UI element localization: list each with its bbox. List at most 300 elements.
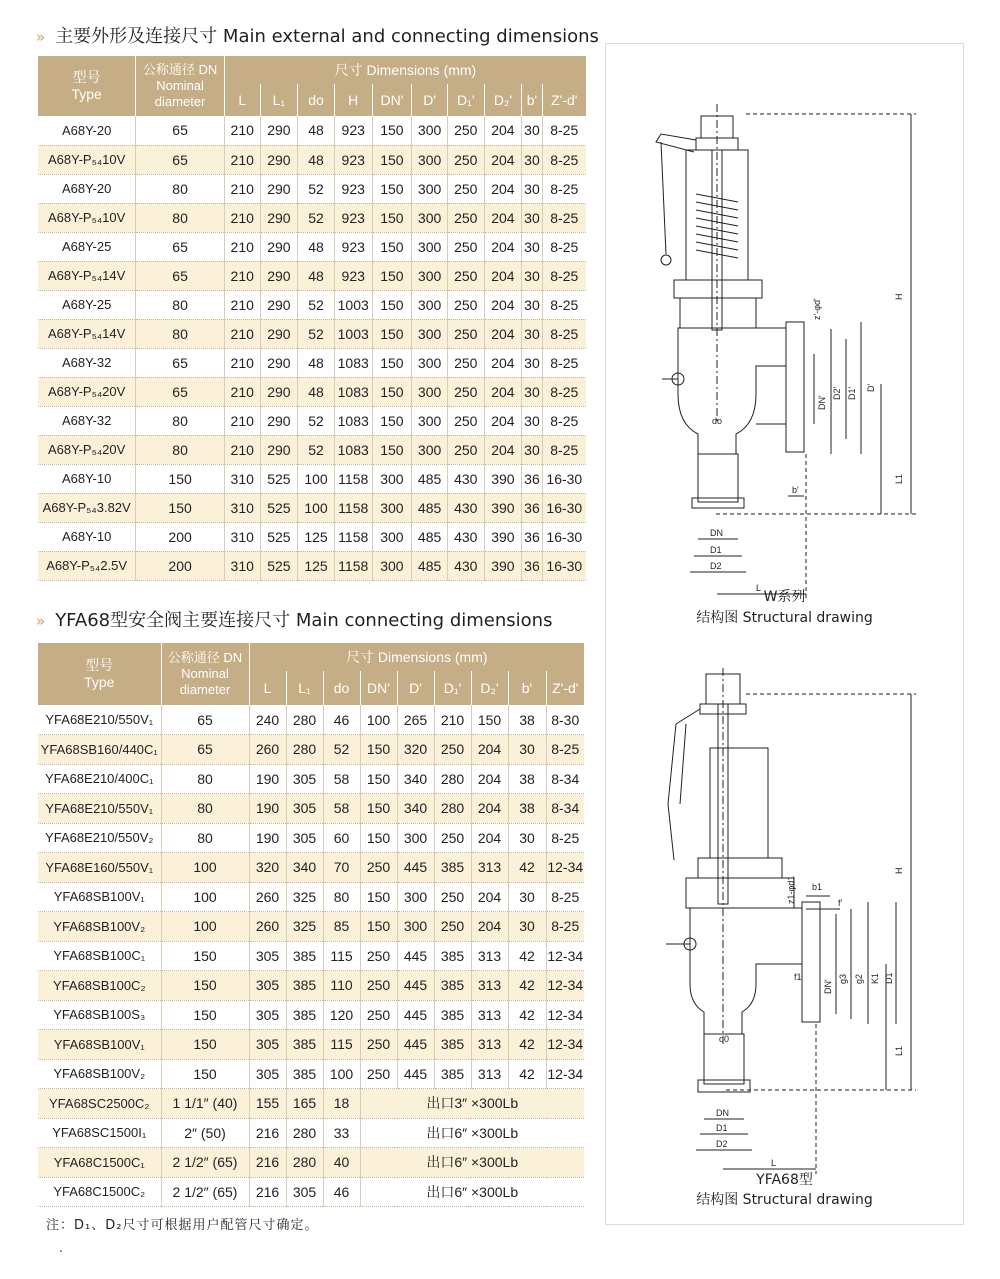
table-row bbox=[38, 1177, 584, 1207]
column-header: do bbox=[298, 84, 335, 116]
value-cell: 150 bbox=[372, 174, 412, 203]
value-cell: 204 bbox=[484, 406, 522, 435]
value-cell: 1158 bbox=[334, 464, 372, 493]
value-cell: 150 bbox=[136, 464, 225, 493]
value-cell: 216 bbox=[249, 1118, 286, 1148]
value-cell: 290 bbox=[260, 232, 298, 261]
value-cell: 204 bbox=[471, 912, 508, 942]
value-cell: 150 bbox=[360, 794, 397, 824]
value-cell: 305 bbox=[249, 1000, 286, 1030]
table-row bbox=[38, 1089, 584, 1119]
value-cell: 150 bbox=[161, 1030, 249, 1060]
header-type: 型号 Type bbox=[38, 56, 136, 116]
value-cell: 42 bbox=[508, 1059, 546, 1089]
value-cell: 12-34 bbox=[546, 971, 584, 1001]
value-cell: 8-25 bbox=[542, 261, 586, 290]
value-cell: 8-25 bbox=[546, 735, 584, 765]
header-dimensions: 尺寸 Dimensions (mm) bbox=[224, 56, 586, 84]
value-cell: 385 bbox=[434, 971, 471, 1001]
svg-text:g2: g2 bbox=[854, 973, 864, 984]
svg-text:L1: L1 bbox=[894, 473, 904, 484]
svg-text:z'-φd': z'-φd' bbox=[812, 298, 822, 320]
value-cell: 150 bbox=[372, 290, 412, 319]
value-cell: 80 bbox=[323, 882, 360, 912]
value-cell: 250 bbox=[447, 261, 484, 290]
value-cell: 150 bbox=[471, 705, 508, 735]
type-cell: YFA68SB100C₁ bbox=[53, 948, 146, 964]
value-cell: 80 bbox=[161, 794, 249, 824]
type-cell: A68Y-P₅₄20V bbox=[47, 442, 126, 457]
value-cell: 30 bbox=[522, 116, 542, 145]
value-cell: 30 bbox=[508, 823, 546, 853]
value-cell: 115 bbox=[323, 941, 360, 971]
value-cell: 923 bbox=[334, 261, 372, 290]
value-cell: 250 bbox=[360, 1030, 397, 1060]
value-cell: 30 bbox=[522, 232, 542, 261]
value-cell: 38 bbox=[508, 764, 546, 794]
value-cell: 250 bbox=[360, 1059, 397, 1089]
value-cell: 30 bbox=[522, 290, 542, 319]
value-cell: 65 bbox=[136, 232, 225, 261]
value-cell: 150 bbox=[360, 912, 397, 942]
value-cell: 8-25 bbox=[542, 174, 586, 203]
value-cell: 48 bbox=[298, 261, 335, 290]
header-dimensions: 尺寸 Dimensions (mm) bbox=[249, 643, 584, 671]
table-row bbox=[38, 522, 586, 551]
value-cell: 204 bbox=[471, 735, 508, 765]
column-header: D' bbox=[412, 84, 448, 116]
value-cell: 300 bbox=[412, 290, 448, 319]
value-cell: 65 bbox=[161, 735, 249, 765]
value-cell: 46 bbox=[323, 705, 360, 735]
svg-text:L1: L1 bbox=[894, 1045, 904, 1056]
table-row bbox=[38, 794, 584, 824]
value-cell: 46 bbox=[323, 1177, 360, 1207]
value-cell: 204 bbox=[471, 882, 508, 912]
value-cell: 115 bbox=[323, 1030, 360, 1060]
value-cell: 52 bbox=[298, 174, 335, 203]
value-cell: 85 bbox=[323, 912, 360, 942]
value-cell: 52 bbox=[298, 435, 335, 464]
table-row bbox=[38, 174, 586, 203]
value-cell: 300 bbox=[412, 406, 448, 435]
value-cell: 8-25 bbox=[542, 145, 586, 174]
value-cell: 290 bbox=[260, 203, 298, 232]
value-cell: 8-34 bbox=[546, 764, 584, 794]
value-cell: 340 bbox=[286, 853, 323, 883]
type-cell: YFA68E210/550V₁ bbox=[45, 800, 154, 816]
table-row bbox=[38, 203, 586, 232]
value-cell: 300 bbox=[412, 116, 448, 145]
value-cell: 60 bbox=[323, 823, 360, 853]
type-cell: A68Y-P₅₄14V bbox=[47, 268, 126, 283]
type-cell: A68Y-25 bbox=[61, 297, 112, 312]
value-cell: 12-34 bbox=[546, 853, 584, 883]
value-cell: 30 bbox=[522, 319, 542, 348]
value-cell: 210 bbox=[224, 232, 260, 261]
value-cell: 445 bbox=[397, 971, 434, 1001]
value-cell: 110 bbox=[323, 971, 360, 1001]
value-cell: 80 bbox=[136, 290, 225, 319]
value-cell: 325 bbox=[286, 912, 323, 942]
value-cell: 80 bbox=[136, 406, 225, 435]
value-cell: 8-25 bbox=[546, 823, 584, 853]
svg-text:D1': D1' bbox=[847, 386, 857, 400]
value-cell: 38 bbox=[508, 705, 546, 735]
table-row bbox=[38, 232, 586, 261]
value-cell: 430 bbox=[447, 551, 484, 580]
value-cell: 52 bbox=[298, 319, 335, 348]
type-cell: YFA68SB100V₂ bbox=[53, 1066, 146, 1082]
type-cell: YFA68SB100S₃ bbox=[53, 1007, 146, 1023]
value-cell: 100 bbox=[298, 464, 335, 493]
svg-text:f1: f1 bbox=[794, 972, 802, 982]
value-cell: 204 bbox=[484, 116, 522, 145]
value-cell: 204 bbox=[484, 174, 522, 203]
value-cell: 8-25 bbox=[542, 290, 586, 319]
value-cell: 204 bbox=[484, 319, 522, 348]
value-cell: 210 bbox=[224, 435, 260, 464]
value-cell: 210 bbox=[224, 145, 260, 174]
value-cell: 204 bbox=[484, 145, 522, 174]
structural-drawing-yfa68 bbox=[606, 664, 963, 1184]
column-header: b' bbox=[508, 671, 546, 705]
header-nominal-diameter: 公称通径 DN Nominal diameter bbox=[161, 643, 249, 705]
value-cell: 280 bbox=[286, 705, 323, 735]
type-cell: A68Y-P₅₄10V bbox=[47, 210, 126, 225]
outlet-cell: 出口6″ ×300Lb bbox=[360, 1177, 584, 1207]
value-cell: 42 bbox=[508, 853, 546, 883]
outlet-cell: 出口6″ ×300Lb bbox=[360, 1118, 584, 1148]
value-cell: 165 bbox=[286, 1089, 323, 1119]
table-row bbox=[38, 319, 586, 348]
svg-text:d0: d0 bbox=[719, 1034, 730, 1044]
type-cell: A68Y-20 bbox=[61, 181, 112, 196]
table-row bbox=[38, 493, 586, 522]
value-cell: 2 1/2″ (65) bbox=[161, 1148, 249, 1178]
chevron-icon: » bbox=[36, 612, 46, 630]
value-cell: 65 bbox=[136, 116, 225, 145]
value-cell: 313 bbox=[471, 1000, 508, 1030]
value-cell: 150 bbox=[136, 493, 225, 522]
value-cell: 150 bbox=[372, 203, 412, 232]
value-cell: 390 bbox=[484, 493, 522, 522]
value-cell: 65 bbox=[136, 145, 225, 174]
value-cell: 204 bbox=[484, 377, 522, 406]
value-cell: 250 bbox=[360, 1000, 397, 1030]
value-cell: 30 bbox=[522, 348, 542, 377]
value-cell: 42 bbox=[508, 971, 546, 1001]
value-cell: 16-30 bbox=[542, 464, 586, 493]
value-cell: 390 bbox=[484, 551, 522, 580]
value-cell: 8-25 bbox=[546, 912, 584, 942]
value-cell: 260 bbox=[249, 882, 286, 912]
value-cell: 280 bbox=[286, 735, 323, 765]
value-cell: 216 bbox=[249, 1177, 286, 1207]
svg-text:D2: D2 bbox=[710, 561, 722, 571]
value-cell: 280 bbox=[434, 794, 471, 824]
value-cell: 48 bbox=[298, 377, 335, 406]
value-cell: 150 bbox=[161, 971, 249, 1001]
value-cell: 80 bbox=[136, 203, 225, 232]
value-cell: 250 bbox=[447, 290, 484, 319]
value-cell: 36 bbox=[522, 493, 542, 522]
svg-text:b': b' bbox=[792, 485, 799, 495]
table-row bbox=[38, 1000, 584, 1030]
value-cell: 12-34 bbox=[546, 1059, 584, 1089]
value-cell: 300 bbox=[412, 435, 448, 464]
value-cell: 313 bbox=[471, 971, 508, 1001]
value-cell: 36 bbox=[522, 551, 542, 580]
column-header: L₁ bbox=[286, 671, 323, 705]
value-cell: 310 bbox=[224, 464, 260, 493]
value-cell: 40 bbox=[323, 1148, 360, 1178]
value-cell: 30 bbox=[522, 377, 542, 406]
value-cell: 390 bbox=[484, 464, 522, 493]
value-cell: 150 bbox=[372, 319, 412, 348]
value-cell: 150 bbox=[372, 435, 412, 464]
value-cell: 1 1/1″ (40) bbox=[161, 1089, 249, 1119]
value-cell: 150 bbox=[360, 882, 397, 912]
value-cell: 8-25 bbox=[542, 435, 586, 464]
svg-text:z1-φd1: z1-φd1 bbox=[786, 875, 796, 904]
structural-drawing-w-series bbox=[606, 94, 963, 614]
value-cell: 300 bbox=[372, 551, 412, 580]
value-cell: 305 bbox=[286, 1177, 323, 1207]
value-cell: 42 bbox=[508, 1030, 546, 1060]
value-cell: 305 bbox=[249, 941, 286, 971]
dimensions-table-yfa68 bbox=[38, 643, 584, 1207]
value-cell: 204 bbox=[484, 203, 522, 232]
value-cell: 204 bbox=[471, 794, 508, 824]
value-cell: 150 bbox=[372, 348, 412, 377]
type-cell: YFA68SB160/440C₁ bbox=[40, 741, 158, 757]
value-cell: 280 bbox=[286, 1118, 323, 1148]
value-cell: 250 bbox=[360, 853, 397, 883]
value-cell: 33 bbox=[323, 1118, 360, 1148]
value-cell: 485 bbox=[412, 522, 448, 551]
value-cell: 300 bbox=[412, 203, 448, 232]
value-cell: 923 bbox=[334, 232, 372, 261]
value-cell: 250 bbox=[434, 882, 471, 912]
table-row bbox=[38, 1059, 584, 1089]
type-cell: A68Y-P₅₄14V bbox=[47, 326, 126, 341]
value-cell: 445 bbox=[397, 1059, 434, 1089]
value-cell: 155 bbox=[249, 1089, 286, 1119]
column-header: DN' bbox=[360, 671, 397, 705]
value-cell: 30 bbox=[522, 261, 542, 290]
value-cell: 100 bbox=[161, 912, 249, 942]
value-cell: 250 bbox=[447, 435, 484, 464]
table-row bbox=[38, 348, 586, 377]
value-cell: 300 bbox=[372, 464, 412, 493]
table-row bbox=[38, 971, 584, 1001]
value-cell: 385 bbox=[286, 1000, 323, 1030]
value-cell: 305 bbox=[249, 971, 286, 1001]
value-cell: 52 bbox=[323, 735, 360, 765]
value-cell: 100 bbox=[161, 853, 249, 883]
value-cell: 100 bbox=[323, 1059, 360, 1089]
value-cell: 204 bbox=[471, 823, 508, 853]
value-cell: 300 bbox=[412, 348, 448, 377]
type-cell: A68Y-20 bbox=[61, 122, 112, 138]
value-cell: 150 bbox=[161, 1059, 249, 1089]
column-header: L₁ bbox=[260, 84, 298, 116]
drawing1-caption: 结构图 Structural drawing bbox=[696, 610, 873, 626]
table-row bbox=[38, 406, 586, 435]
type-cell: A68Y-10 bbox=[61, 529, 112, 544]
value-cell: 250 bbox=[447, 116, 484, 145]
column-header: D₂' bbox=[484, 84, 522, 116]
type-cell: A68Y-P₅₄20V bbox=[47, 384, 126, 399]
value-cell: 240 bbox=[249, 705, 286, 735]
value-cell: 204 bbox=[484, 261, 522, 290]
value-cell: 150 bbox=[372, 145, 412, 174]
value-cell: 923 bbox=[334, 116, 372, 145]
outlet-cell: 出口3″ ×300Lb bbox=[360, 1089, 584, 1119]
value-cell: 204 bbox=[471, 764, 508, 794]
value-cell: 8-30 bbox=[546, 705, 584, 735]
column-header: L bbox=[224, 84, 260, 116]
value-cell: 313 bbox=[471, 853, 508, 883]
value-cell: 305 bbox=[249, 1030, 286, 1060]
svg-text:DN': DN' bbox=[817, 395, 827, 410]
column-header: D₂' bbox=[471, 671, 508, 705]
column-header: D₁' bbox=[447, 84, 484, 116]
value-cell: 210 bbox=[224, 261, 260, 290]
column-header: do bbox=[323, 671, 360, 705]
value-cell: 290 bbox=[260, 261, 298, 290]
table-row bbox=[38, 464, 586, 493]
value-cell: 385 bbox=[434, 1000, 471, 1030]
column-header: L bbox=[249, 671, 286, 705]
type-cell: YFA68C1500C₁ bbox=[53, 1154, 145, 1170]
value-cell: 445 bbox=[397, 941, 434, 971]
value-cell: 1158 bbox=[334, 522, 372, 551]
value-cell: 385 bbox=[434, 1030, 471, 1060]
value-cell: 250 bbox=[434, 735, 471, 765]
value-cell: 1158 bbox=[334, 493, 372, 522]
column-header: Z'-d' bbox=[546, 671, 584, 705]
value-cell: 2 1/2″ (65) bbox=[161, 1177, 249, 1207]
value-cell: 445 bbox=[397, 1000, 434, 1030]
value-cell: 210 bbox=[224, 290, 260, 319]
value-cell: 80 bbox=[136, 319, 225, 348]
value-cell: 300 bbox=[412, 174, 448, 203]
value-cell: 38 bbox=[508, 794, 546, 824]
value-cell: 305 bbox=[286, 764, 323, 794]
value-cell: 36 bbox=[522, 464, 542, 493]
value-cell: 305 bbox=[249, 1059, 286, 1089]
svg-text:f': f' bbox=[838, 898, 843, 908]
value-cell: 310 bbox=[224, 551, 260, 580]
chevron-icon: » bbox=[36, 28, 46, 46]
value-cell: 30 bbox=[522, 406, 542, 435]
drawing2-series: YFA68型 bbox=[756, 1172, 813, 1188]
value-cell: 16-30 bbox=[542, 493, 586, 522]
value-cell: 250 bbox=[434, 823, 471, 853]
value-cell: 525 bbox=[260, 464, 298, 493]
value-cell: 120 bbox=[323, 1000, 360, 1030]
type-cell: A68Y-10 bbox=[61, 471, 112, 486]
type-cell: YFA68C1500C₂ bbox=[53, 1184, 146, 1200]
value-cell: 2″ (50) bbox=[161, 1118, 249, 1148]
table-row bbox=[38, 290, 586, 319]
table-row bbox=[38, 941, 584, 971]
svg-text:D1: D1 bbox=[884, 972, 894, 984]
type-cell: YFA68SB100V₂ bbox=[53, 918, 146, 934]
column-header: H bbox=[334, 84, 372, 116]
value-cell: 290 bbox=[260, 174, 298, 203]
svg-text:DN: DN bbox=[716, 1108, 729, 1118]
type-cell: YFA68SC1500I₁ bbox=[52, 1125, 147, 1141]
svg-text:D2': D2' bbox=[832, 386, 842, 400]
table-row bbox=[38, 145, 586, 174]
value-cell: 310 bbox=[224, 522, 260, 551]
table-row bbox=[38, 435, 586, 464]
value-cell: 300 bbox=[397, 912, 434, 942]
footnote: 注：D₁、D₂尺寸可根据用户配管尺寸确定。 bbox=[46, 1218, 319, 1233]
value-cell: 80 bbox=[161, 764, 249, 794]
value-cell: 80 bbox=[161, 823, 249, 853]
value-cell: 200 bbox=[136, 522, 225, 551]
table-row bbox=[38, 823, 584, 853]
value-cell: 150 bbox=[372, 232, 412, 261]
page-mark bbox=[60, 1250, 62, 1252]
table-row bbox=[38, 735, 584, 765]
value-cell: 65 bbox=[161, 705, 249, 735]
value-cell: 250 bbox=[447, 145, 484, 174]
value-cell: 70 bbox=[323, 853, 360, 883]
svg-text:D2: D2 bbox=[716, 1139, 728, 1149]
value-cell: 385 bbox=[434, 941, 471, 971]
value-cell: 300 bbox=[372, 493, 412, 522]
svg-text:H: H bbox=[894, 293, 904, 300]
type-cell: A68Y-32 bbox=[61, 413, 112, 428]
value-cell: 8-25 bbox=[546, 882, 584, 912]
value-cell: 430 bbox=[447, 493, 484, 522]
table-row bbox=[38, 551, 586, 580]
type-cell: YFA68E210/550V₁ bbox=[45, 712, 154, 727]
value-cell: 8-25 bbox=[542, 203, 586, 232]
value-cell: 8-25 bbox=[542, 116, 586, 145]
value-cell: 430 bbox=[447, 464, 484, 493]
value-cell: 1083 bbox=[334, 435, 372, 464]
value-cell: 210 bbox=[224, 203, 260, 232]
type-cell: A68Y-P₅₄3.82V bbox=[42, 500, 131, 515]
value-cell: 190 bbox=[249, 794, 286, 824]
value-cell: 305 bbox=[286, 823, 323, 853]
value-cell: 923 bbox=[334, 174, 372, 203]
value-cell: 485 bbox=[412, 551, 448, 580]
value-cell: 290 bbox=[260, 435, 298, 464]
value-cell: 210 bbox=[434, 705, 471, 735]
value-cell: 100 bbox=[161, 882, 249, 912]
table-row bbox=[38, 261, 586, 290]
value-cell: 150 bbox=[372, 377, 412, 406]
column-header: D₁' bbox=[434, 671, 471, 705]
svg-text:D1: D1 bbox=[710, 545, 722, 555]
value-cell: 210 bbox=[224, 116, 260, 145]
type-cell: YFA68SB100V₁ bbox=[53, 1036, 145, 1052]
value-cell: 36 bbox=[522, 522, 542, 551]
value-cell: 280 bbox=[286, 1148, 323, 1178]
dimensions-table-a68y bbox=[38, 56, 586, 581]
value-cell: 300 bbox=[412, 377, 448, 406]
value-cell: 210 bbox=[224, 174, 260, 203]
value-cell: 48 bbox=[298, 232, 335, 261]
value-cell: 385 bbox=[434, 1059, 471, 1089]
